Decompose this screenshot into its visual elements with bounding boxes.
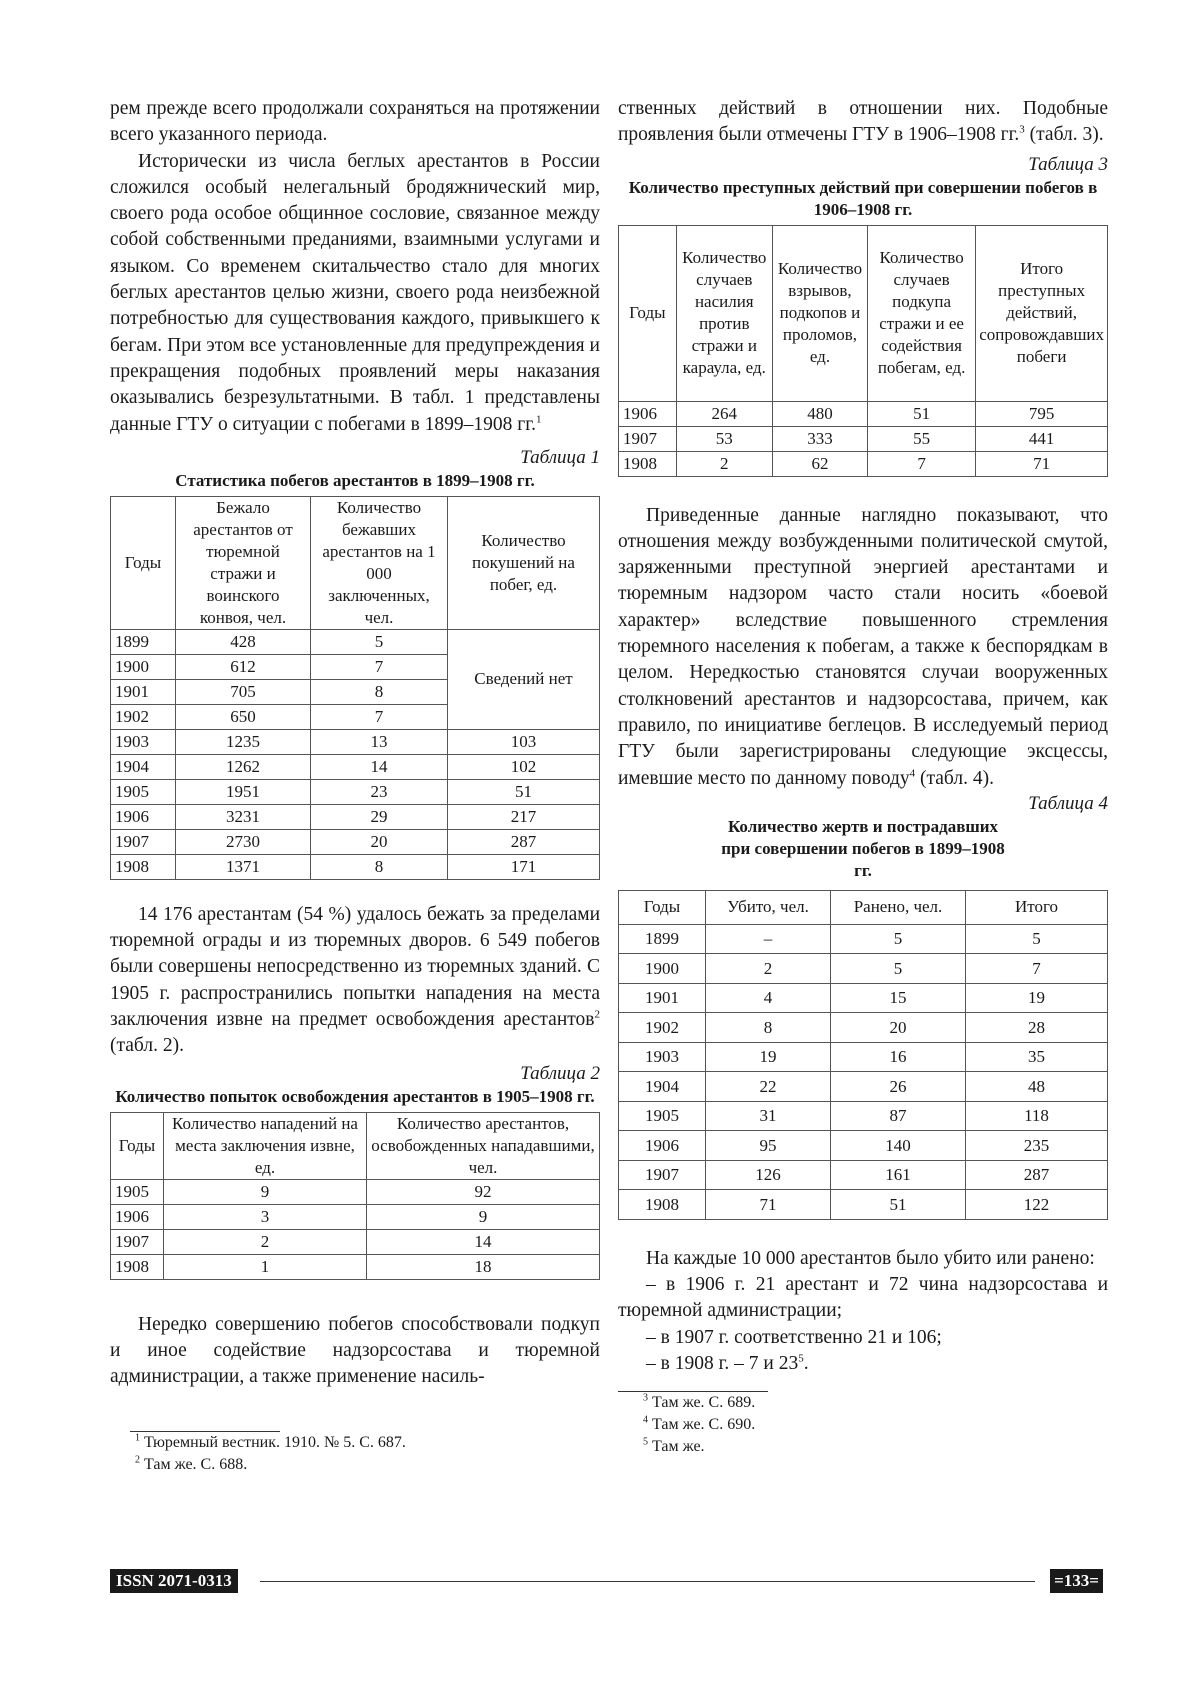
table-cell: 7 bbox=[311, 704, 448, 729]
table-cell: 1235 bbox=[176, 729, 311, 754]
table-cell-year: 1903 bbox=[619, 1042, 706, 1072]
table-cell: 103 bbox=[448, 729, 600, 754]
table-header: Ранено, чел. bbox=[831, 890, 966, 924]
table-row bbox=[619, 451, 1108, 476]
table-cell: 18 bbox=[367, 1254, 600, 1279]
footnote: $^1$ Тюремный вестник. 1910. № 5. С. 687. bbox=[135, 1432, 406, 1451]
table-cell-year: 1901 bbox=[111, 679, 176, 704]
escape-statistics-table bbox=[110, 496, 600, 880]
page-footer bbox=[110, 1569, 1103, 1595]
table-cell-year: 1906 bbox=[111, 804, 176, 829]
table-header: Годы bbox=[619, 890, 706, 924]
table-row bbox=[619, 1131, 1108, 1161]
table-caption: Таблица 2 bbox=[520, 1062, 600, 1084]
table-cell: 5 bbox=[831, 924, 966, 954]
paragraph: На каждые 10 000 арестантов было убито или ранено: bbox=[646, 1247, 1095, 1269]
table-cell-year: 1904 bbox=[619, 1072, 706, 1102]
table-cell: 29 bbox=[311, 804, 448, 829]
table-cell: 612 bbox=[176, 654, 311, 679]
table-cell: 161 bbox=[831, 1160, 966, 1190]
footer-rule bbox=[260, 1581, 1035, 1582]
footnote-ref: 4 bbox=[909, 767, 916, 780]
table-cell: 35 bbox=[966, 1042, 1108, 1072]
table-cell: 705 bbox=[176, 679, 311, 704]
table-cell: 9 bbox=[367, 1204, 600, 1229]
table-cell: 1371 bbox=[176, 854, 311, 879]
table-row bbox=[619, 1101, 1108, 1131]
table-title: Статистика побегов арестантов в 1899–1908 гг. bbox=[175, 470, 535, 490]
paragraph: Нередко совершению побегов способствовали подкуп и иное содействие надзорсостава и тюремной администрации, а также применение насиль- bbox=[110, 1313, 600, 1388]
table-cell: 16 bbox=[831, 1042, 966, 1072]
table-cell-merged: Сведений нет bbox=[448, 629, 600, 729]
footnote: $^4$ Там же. С. 690. bbox=[643, 1415, 756, 1434]
table-cell: 2 bbox=[706, 954, 831, 984]
table-cell: 53 bbox=[676, 426, 772, 451]
table-row bbox=[111, 729, 600, 754]
table-header: Количество нападений на места заключения извне, ед. bbox=[164, 1112, 367, 1179]
table-cell: 22 bbox=[706, 1072, 831, 1102]
paragraph: рем прежде всего продолжали сохраняться на протяжении всего указанного периода. bbox=[110, 98, 600, 146]
table-cell: 51 bbox=[867, 401, 975, 426]
table-cell: 62 bbox=[772, 451, 867, 476]
table-cell-year: 1908 bbox=[619, 1190, 706, 1220]
table-row bbox=[111, 854, 600, 879]
table-header: Количество случаев подкупа стражи и ее содействия побегам, ед. bbox=[867, 225, 975, 401]
table-cell: – bbox=[706, 924, 831, 954]
footnote: $^3$ Там же. С. 689. bbox=[643, 1393, 756, 1412]
table-cell: 48 bbox=[966, 1072, 1108, 1102]
table-caption: Таблица 3 bbox=[1028, 153, 1108, 175]
table-cell: 31 bbox=[706, 1101, 831, 1131]
table-cell: 19 bbox=[706, 1042, 831, 1072]
footnote: $^5$ Там же. bbox=[643, 1437, 705, 1456]
table-title: Количество попыток освобождения арестантов в 1905–1908 гг. bbox=[115, 1086, 595, 1106]
table-row bbox=[111, 1179, 600, 1204]
liberation-attempts-table bbox=[110, 1112, 600, 1280]
table-cell: 71 bbox=[706, 1190, 831, 1220]
page-number: =133= bbox=[1050, 1569, 1103, 1593]
footnote-ref: 3 bbox=[1019, 123, 1025, 136]
table-cell-year: 1901 bbox=[619, 983, 706, 1013]
table-cell: 55 bbox=[867, 426, 975, 451]
table-header: Количество арестантов, освобожденных нападавшими, чел. bbox=[367, 1112, 600, 1179]
footnote-ref: 1 bbox=[535, 413, 542, 426]
table-row bbox=[619, 983, 1108, 1013]
paragraph: Исторически из числа беглых арестантов в России сложился особый нелегальный бродяжнический мир, своего рода особое общинное сословие, связанное между собой собственными преданиями, взаимными услугами и языком. Со временем скитальчество стало для многих беглых арестантов целью жизни, своего рода неизбежной потребностью для существования каждого, привыкшего к бегам. При этом все установленные для предупреждения и прекращения подобных проявлений меры наказания оказывались безрезультатными. В табл. 1 представлены данные ГТУ о ситуации с побегами в 1899–1908 гг.$^1$ bbox=[110, 150, 600, 435]
table-row bbox=[619, 426, 1108, 451]
table-cell: 2 bbox=[676, 451, 772, 476]
paragraph: 14 176 арестантам (54 %) удалось бежать за пределами тюремной ограды и из тюремных дворов. 6 549 побегов были совершены непосредственно из тюремных зданий. С 1905 г. распространились попытки нападения на места заключения извне на предмет освобождения арестантов$^2$ (табл. 2). bbox=[110, 903, 600, 1057]
table-title: Количество жертв и пострадавших при совершении побегов в 1899–1908 гг. bbox=[721, 816, 1005, 880]
table-caption: Таблица 1 bbox=[520, 446, 600, 468]
table-row bbox=[111, 804, 600, 829]
list-item: – в 1906 г. 21 арестант и 72 чина надзорсостава и тюремной администрации; bbox=[618, 1274, 1108, 1322]
table-cell: 4 bbox=[706, 983, 831, 1013]
list-item: – в 1908 г. – 7 и $23^5$. bbox=[646, 1352, 809, 1375]
table-header: Итого преступных действий, сопровождавших побеги bbox=[976, 225, 1108, 401]
table-cell: 5 bbox=[311, 629, 448, 654]
table-cell: 51 bbox=[448, 779, 600, 804]
table-cell: 235 bbox=[966, 1131, 1108, 1161]
table-cell: 441 bbox=[976, 426, 1108, 451]
table-cell: 71 bbox=[976, 451, 1108, 476]
table-cell-year: 1900 bbox=[619, 954, 706, 984]
table-row bbox=[619, 1190, 1108, 1220]
table-header: Количество бежавших арестантов на 1 000 заключенных, чел. bbox=[311, 496, 448, 629]
paragraph: Приведенные данные наглядно показывают, что отношения между возбужденными политической смутой, заряженными преступной энергией арестантами и тюремным надзором часто стали носить «боевой характер» вследствие повышенного стремления тюремного населения к побегам, а также к беспорядкам в целом. Нередкостью становятся случаи вооруженных столкновений арестантов и надзорсостава, причем, как правило, по инициативе беглецов. В исследуемый период ГТУ были зарегистрированы следующие эксцессы, имевшие место по данному поводу$^4$ (табл. 4). bbox=[618, 504, 1108, 789]
table-cell-year: 1907 bbox=[619, 426, 677, 451]
table-header: Количество взрывов, подкопов и проломов, ед. bbox=[772, 225, 867, 401]
table-row bbox=[619, 954, 1108, 984]
issn-badge: ISSN 2071-0313 bbox=[110, 1569, 238, 1593]
table-cell-year: 1907 bbox=[111, 829, 176, 854]
table-cell: 140 bbox=[831, 1131, 966, 1161]
table-cell: 15 bbox=[831, 983, 966, 1013]
table-cell: 20 bbox=[311, 829, 448, 854]
table-header: Годы bbox=[111, 496, 176, 629]
table-cell: 3 bbox=[164, 1204, 367, 1229]
table-cell: 14 bbox=[311, 754, 448, 779]
table-cell: 264 bbox=[676, 401, 772, 426]
table-cell: 7 bbox=[966, 954, 1108, 984]
table-cell: 171 bbox=[448, 854, 600, 879]
table-cell-year: 1903 bbox=[111, 729, 176, 754]
table-row bbox=[111, 1254, 600, 1279]
table-cell: 26 bbox=[831, 1072, 966, 1102]
table-header: Бежало арестантов от тюремной стражи и воинского конвоя, чел. bbox=[176, 496, 311, 629]
table-cell: 217 bbox=[448, 804, 600, 829]
footnote-ref: 5 bbox=[798, 1352, 804, 1365]
table-cell: 8 bbox=[311, 854, 448, 879]
table-cell: 122 bbox=[966, 1190, 1108, 1220]
table-cell-year: 1899 bbox=[619, 924, 706, 954]
table-cell-year: 1907 bbox=[111, 1229, 164, 1254]
table-header: Годы bbox=[111, 1112, 164, 1179]
table-cell: 1 bbox=[164, 1254, 367, 1279]
table-cell: 8 bbox=[311, 679, 448, 704]
table-cell-year: 1904 bbox=[111, 754, 176, 779]
table-cell: 333 bbox=[772, 426, 867, 451]
table-cell-year: 1899 bbox=[111, 629, 176, 654]
table-cell: 51 bbox=[831, 1190, 966, 1220]
table-cell: 3231 bbox=[176, 804, 311, 829]
table-row bbox=[111, 629, 600, 654]
victims-table bbox=[618, 890, 1108, 1220]
table-cell: 287 bbox=[966, 1160, 1108, 1190]
table-cell-year: 1905 bbox=[111, 1179, 164, 1204]
table-cell: 1951 bbox=[176, 779, 311, 804]
table-cell: 2 bbox=[164, 1229, 367, 1254]
table-cell-year: 1906 bbox=[111, 1204, 164, 1229]
table-cell: 126 bbox=[706, 1160, 831, 1190]
table-cell-year: 1902 bbox=[619, 1013, 706, 1043]
table-cell: 5 bbox=[966, 924, 1108, 954]
table-cell: 7 bbox=[311, 654, 448, 679]
list-item: – в 1907 г. соответственно 21 и 106; bbox=[646, 1326, 942, 1348]
table-row bbox=[111, 1204, 600, 1229]
paragraph: ственных действий в отношении них. Подобные проявления были отмечены ГТУ в 1906–1908 гг.$^3$ (табл. 3). bbox=[618, 98, 1108, 146]
table-cell: 14 bbox=[367, 1229, 600, 1254]
table-cell-year: 1900 bbox=[111, 654, 176, 679]
table-cell: 102 bbox=[448, 754, 600, 779]
table-cell-year: 1905 bbox=[619, 1101, 706, 1131]
table-row bbox=[111, 754, 600, 779]
criminal-actions-table bbox=[618, 225, 1108, 477]
table-cell-year: 1908 bbox=[111, 854, 176, 879]
table-cell: 2730 bbox=[176, 829, 311, 854]
table-row bbox=[619, 401, 1108, 426]
table-row bbox=[619, 924, 1108, 954]
table-cell: 8 bbox=[706, 1013, 831, 1043]
table-cell: 118 bbox=[966, 1101, 1108, 1131]
table-cell-year: 1908 bbox=[111, 1254, 164, 1279]
table-cell: 7 bbox=[867, 451, 975, 476]
table-header: Годы bbox=[619, 225, 677, 401]
table-cell: 1262 bbox=[176, 754, 311, 779]
table-cell: 287 bbox=[448, 829, 600, 854]
table-cell: 650 bbox=[176, 704, 311, 729]
table-row bbox=[111, 779, 600, 804]
table-cell-year: 1902 bbox=[111, 704, 176, 729]
table-caption: Таблица 4 bbox=[1028, 792, 1108, 814]
footnote: $^2$ Там же. С. 688. bbox=[135, 1454, 248, 1473]
table-cell: 5 bbox=[831, 954, 966, 984]
table-row bbox=[111, 829, 600, 854]
table-cell-year: 1906 bbox=[619, 1131, 706, 1161]
table-row bbox=[619, 1013, 1108, 1043]
right-column bbox=[618, 96, 1108, 1458]
table-cell: 92 bbox=[367, 1179, 600, 1204]
table-title: Количество преступных действий при совершении побегов в 1906–1908 гг. bbox=[628, 177, 1098, 219]
table-cell: 480 bbox=[772, 401, 867, 426]
table-cell-year: 1906 bbox=[619, 401, 677, 426]
table-cell: 13 bbox=[311, 729, 448, 754]
table-row bbox=[619, 1160, 1108, 1190]
table-cell: 795 bbox=[976, 401, 1108, 426]
table-cell: 19 bbox=[966, 983, 1108, 1013]
table-cell-year: 1905 bbox=[111, 779, 176, 804]
table-cell: 23 bbox=[311, 779, 448, 804]
table-cell: 28 bbox=[966, 1013, 1108, 1043]
table-cell: 20 bbox=[831, 1013, 966, 1043]
table-cell-year: 1907 bbox=[619, 1160, 706, 1190]
table-cell: 9 bbox=[164, 1179, 367, 1204]
table-header: Количество покушений на побег, ед. bbox=[448, 496, 600, 629]
table-row bbox=[111, 1229, 600, 1254]
table-cell-year: 1908 bbox=[619, 451, 677, 476]
table-cell: 95 bbox=[706, 1131, 831, 1161]
table-header: Убито, чел. bbox=[706, 890, 831, 924]
table-header: Итого bbox=[966, 890, 1108, 924]
table-cell: 87 bbox=[831, 1101, 966, 1131]
table-cell: 428 bbox=[176, 629, 311, 654]
table-header: Количество случаев насилия против стражи и караула, ед. bbox=[676, 225, 772, 401]
table-row bbox=[619, 1042, 1108, 1072]
left-column bbox=[110, 96, 600, 1476]
footnote-ref: 2 bbox=[594, 1008, 600, 1021]
table-row bbox=[619, 1072, 1108, 1102]
